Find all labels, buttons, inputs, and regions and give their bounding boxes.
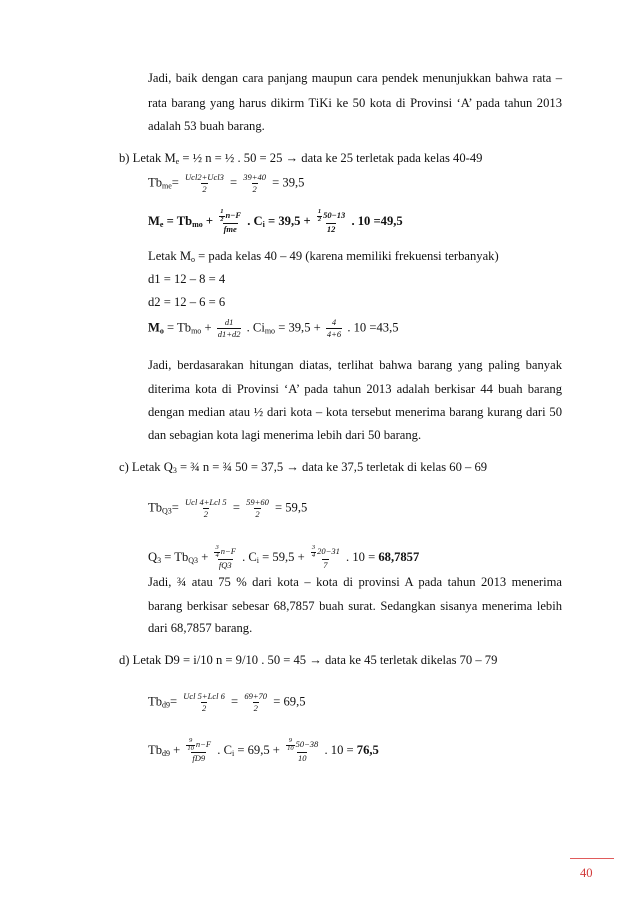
tb-d9-formula: $Tb_{d9}=$ Ucl 5+Lcl 6 2 = $\frac{69+70}{2}$ = 69,5 [148,691,306,713]
tb-d9-fraction-1: Ucl 5+Lcl 6 2 [183,691,225,713]
section-c-para-3: dari 68,7857 barang. [148,621,253,635]
q3-formula: $Q_3 = Tb_{Q3}$ + $\frac{3}{4}$ n−F fQ3 . $C_i = 59,5$ + $\frac{3}{4}$ 20−31 7 . 10 = 68,7857 [148,544,420,570]
section-b-para-1: Jadi, berdasarakan hitungan diatas, terlihat bahwa barang yang paling banyak [148,358,562,372]
d1-line: d1 = 12 – 8 = 4 [148,272,226,286]
d2-line: d2 = 12 – 6 = 6 [148,295,226,309]
q3-fraction-2: $\frac{3}{4}$ 20−31 7 [311,544,340,570]
intro-line-2: rata barang yang harus dikirm TiKi ke 50 kota di Provinsi ‘A’ pada tahun 2013 [148,96,562,110]
tb-me-fraction-1: Ucl2+Ucl3 2 [185,172,224,194]
median-fraction-2: $\frac{1}{2}$ 50−13 12 [317,208,346,234]
d9-fraction-2: $\frac{9}{10}$ 50−38 10 [287,737,319,763]
tb-q3-fraction-1: Ucl 4+Lcl 5 2 [185,497,227,519]
mode-fraction-2: $\frac{4}{4+6}$ [326,317,342,339]
section-c-para-2: barang berkisar sebesar 68,7857 buah surat. Sedangkan sisanya menerima lebih [148,599,562,613]
section-c-heading: c) Letak $Q_3$ = ¾ n = ¾ 50 = 37,5 → data ke 37,5 terletak di kelas 60 – 69 [119,460,488,475]
intro-line-1: Jadi, baik dengan cara panjang maupun cara pendek menunjukkan bahwa rata – [148,71,562,85]
q3-fraction-1: $\frac{3}{4}$ n−F fQ3 [215,544,236,570]
tb-q3-fraction-2: $\frac{59+60}{2}$ [246,497,269,519]
d9-fraction-1: $\frac{9}{10}$ n−F fD9 [187,737,212,763]
section-b-para-2: diterima kota di Provinsi ‘A’ pada tahun 2013 adalah berkisar 44 buah barang [148,382,562,396]
page-number-rule [570,858,614,859]
tb-me-fraction-2: $\frac{39+40}{2}$ [243,172,266,194]
median-formula: $M_e = Tb_{mo}$ + $\frac{1}{2}$ n−F fme . $C_i = 39,5$ + $\frac{1}{2}$ 50−13 12 . 10 =49,5 [148,208,403,234]
mode-fraction-1: $\frac{d1}{d1+d2}$ [217,317,241,339]
section-d-heading: d) Letak D9 = i/10 n = 9/10 . 50 = 45 → data ke 45 terletak dikelas 70 – 79 [119,653,498,667]
section-b-para-3: dengan median atau ½ dari kota – kota tersebut menerima barang kurang dari 50 [148,405,562,419]
tb-me-formula: $Tb_{me}=$ Ucl2+Ucl3 2 = $\frac{39+40}{2}$ = 39,5 [148,172,305,194]
tb-d9-fraction-2: $\frac{69+70}{2}$ [244,691,268,713]
tb-q3-formula: $Tb_{Q3}=$ Ucl 4+Lcl 5 2 = $\frac{59+60}{2}$ = 59,5 [148,497,308,519]
section-b-heading: b) Letak $M_e$ = ½ n = ½ . 50 = 25 → data ke 25 terletak pada kelas 40-49 [119,151,483,166]
median-fraction-1: $\frac{1}{2}$ n−F fme [220,208,242,234]
d9-formula: $Tb_{d9}$ + $\frac{9}{10}$ n−F fD9 . $C_i = 69,5$ + $\frac{9}{10}$ 50−38 10 . 10 = 76,5 [148,737,379,763]
page-number: 40 [580,866,593,880]
mode-formula: $M_o = Tb_{mo}$ + $\frac{d1}{d1+d2}$ . $Ci_{mo} = 39,5$ + $\frac{4}{4+6}$ . 10 =43,5 [148,317,399,339]
section-b-para-4: dan sebagian kota lagi menerima lebih dari 50 barang. [148,428,422,442]
letak-mo-line: Letak $M_o$ = pada kelas 40 – 49 (karena memiliki frekuensi terbanyak) [148,249,499,264]
section-c-para-1: Jadi, ¾ atau 75 % dari kota – kota di provinsi A pada tahun 2013 menerima [148,575,562,589]
intro-line-3: adalah 53 buah barang. [148,119,265,133]
